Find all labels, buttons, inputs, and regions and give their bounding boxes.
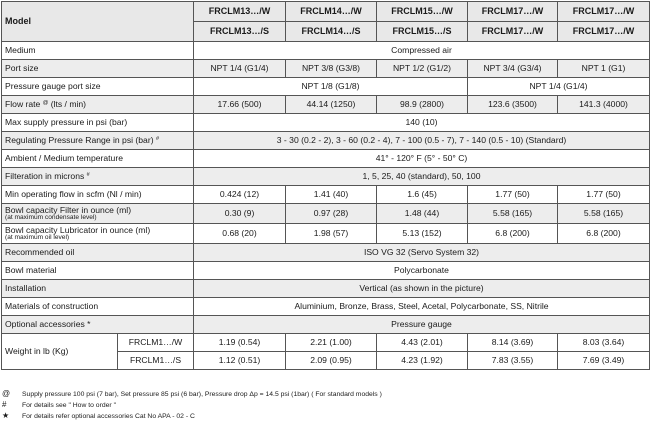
bowl-filter-sublabel: (at maximum condensate level) — [5, 213, 97, 221]
min-flow-label: Min operating flow in scfm (Nl / min) — [2, 186, 194, 204]
row-reg-range — [2, 132, 650, 150]
weight-w-3: 4.43 (2.01) — [377, 334, 468, 352]
row-oil — [2, 244, 650, 262]
bowl-lub-5: 6.8 (200) — [558, 224, 650, 244]
footnote-1 — [2, 390, 382, 399]
flow-rate-mark: @ — [42, 99, 49, 106]
flow-rate-2: 44.14 (1250) — [286, 96, 377, 114]
medium-label: Medium — [2, 42, 194, 60]
model-w-2: FRCLM14…/W — [286, 2, 377, 22]
model-w-5: FRCLM17…/W — [558, 2, 650, 22]
min-flow-4: 1.77 (50) — [468, 186, 558, 204]
filtration-mark: # — [86, 171, 90, 178]
weight-w-2: 2.21 (1.00) — [286, 334, 377, 352]
min-flow-2: 1.41 (40) — [286, 186, 377, 204]
max-supply-label: Max supply pressure in psi (bar) — [2, 114, 194, 132]
weight-s-5: 7.69 (3.49) — [558, 352, 650, 370]
bowl-filter-1: 0.30 (9) — [194, 204, 286, 224]
installation-value: Vertical (as shown in the picture) — [194, 280, 650, 298]
bowl-lub-label-cell — [2, 224, 194, 244]
row-min-flow — [2, 186, 650, 204]
model-w-4: FRCLM17…/W — [468, 2, 558, 22]
bowl-lub-1: 0.68 (20) — [194, 224, 286, 244]
bowl-material-value: Polycarbonate — [194, 262, 650, 280]
flow-rate-3: 98.9 (2800) — [377, 96, 468, 114]
row-materials — [2, 298, 650, 316]
oil-label: Recommended oil — [2, 244, 194, 262]
row-weight-w — [2, 334, 650, 352]
specification-table — [1, 1, 650, 370]
gauge-port-value-b: NPT 1/4 (G1/4) — [468, 78, 650, 96]
bowl-material-label: Bowl material — [2, 262, 194, 280]
row-bowl-lub — [2, 224, 650, 244]
min-flow-5: 1.77 (50) — [558, 186, 650, 204]
header-row-w — [2, 2, 650, 22]
footnote-1-text: Supply pressure 100 psi (7 bar), Set pressure 85 psi (6 bar), Pressure drop Δp = 14.5 psi (1bar) ( For standard models ) — [22, 391, 382, 398]
model-s-5: FRCLM17…/W — [558, 22, 650, 42]
bowl-lub-3: 5.13 (152) — [377, 224, 468, 244]
footnote-2 — [2, 401, 116, 410]
bowl-lub-label: Bowl capacity Lubricator in ounce (ml) — [5, 224, 151, 235]
bowl-filter-3: 1.48 (44) — [377, 204, 468, 224]
bowl-filter-label: Bowl capacity Filter in ounce (ml) — [5, 204, 132, 215]
ambient-label: Ambient / Medium temperature — [2, 150, 194, 168]
model-label: Model — [2, 2, 194, 42]
installation-label: Installation — [2, 280, 194, 298]
row-flow-rate — [2, 96, 650, 114]
weight-s-4: 7.83 (3.55) — [468, 352, 558, 370]
bowl-lub-4: 6.8 (200) — [468, 224, 558, 244]
gauge-port-value-a: NPT 1/8 (G1/8) — [194, 78, 468, 96]
row-installation — [2, 280, 650, 298]
row-medium — [2, 42, 650, 60]
model-s-2: FRCLM14…/S — [286, 22, 377, 42]
accessories-value: Pressure gauge — [194, 316, 650, 334]
filtration-value: 1, 5, 25, 40 (standard), 50, 100 — [194, 168, 650, 186]
weight-w-4: 8.14 (3.69) — [468, 334, 558, 352]
filtration-label-cell — [2, 168, 194, 186]
min-flow-1: 0.424 (12) — [194, 186, 286, 204]
weight-s-model: FRCLM1…/S — [118, 352, 194, 370]
flow-rate-4: 123.6 (3500) — [468, 96, 558, 114]
reg-range-label-cell — [2, 132, 194, 150]
materials-label: Materials of construction — [2, 298, 194, 316]
bowl-filter-label-cell — [2, 204, 194, 224]
model-w-1: FRCLM13…/W — [194, 2, 286, 22]
weight-w-model: FRCLM1…/W — [118, 334, 194, 352]
flow-rate-1: 17.66 (500) — [194, 96, 286, 114]
model-w-3: FRCLM15…/W — [377, 2, 468, 22]
row-gauge-port — [2, 78, 650, 96]
weight-w-5: 8.03 (3.64) — [558, 334, 650, 352]
model-s-1: FRCLM13…/S — [194, 22, 286, 42]
max-supply-value: 140 (10) — [194, 114, 650, 132]
row-bowl-filter — [2, 204, 650, 224]
ambient-value: 41° - 120° F (5° - 50° C) — [194, 150, 650, 168]
port-size-3: NPT 1/2 (G1/2) — [377, 60, 468, 78]
port-size-1: NPT 1/4 (G1/4) — [194, 60, 286, 78]
port-size-5: NPT 1 (G1) — [558, 60, 650, 78]
row-max-supply — [2, 114, 650, 132]
model-s-4: FRCLM17…/W — [468, 22, 558, 42]
flow-rate-unit: (lts / min) — [50, 98, 87, 109]
footnote-3-symbol: ★ — [2, 411, 10, 420]
reg-range-label: Regulating Pressure Range in psi (bar) — [5, 134, 154, 145]
row-accessories — [2, 316, 650, 334]
flow-rate-label-cell — [2, 96, 194, 114]
reg-range-mark: # — [155, 135, 160, 142]
bowl-lub-sublabel: (at maximum oil level) — [5, 233, 70, 241]
row-port-size — [2, 60, 650, 78]
weight-s-2: 2.09 (0.95) — [286, 352, 377, 370]
reg-range-value: 3 - 30 (0.2 - 2), 3 - 60 (0.2 - 4), 7 - 100 (0.5 - 7), 7 - 140 (0.5 - 10) (Standard) — [194, 132, 650, 150]
footnote-3 — [2, 412, 195, 421]
footnote-1-symbol: @ — [2, 389, 11, 398]
bowl-filter-5: 5.58 (165) — [558, 204, 650, 224]
bowl-lub-2: 1.98 (57) — [286, 224, 377, 244]
oil-value: ISO VG 32 (Servo System 32) — [194, 244, 650, 262]
filtration-label: Filteration in microns — [5, 170, 85, 181]
weight-s-1: 1.12 (0.51) — [194, 352, 286, 370]
port-size-4: NPT 3/4 (G3/4) — [468, 60, 558, 78]
port-size-2: NPT 3/8 (G3/8) — [286, 60, 377, 78]
materials-value: Aluminium, Bronze, Brass, Steel, Acetal, Polycarbonate, SS, Nitrile — [194, 298, 650, 316]
footnote-2-text: For details see " How to order " — [22, 402, 116, 409]
row-ambient — [2, 150, 650, 168]
min-flow-3: 1.6 (45) — [377, 186, 468, 204]
bowl-filter-2: 0.97 (28) — [286, 204, 377, 224]
footnote-2-symbol: # — [2, 400, 7, 409]
weight-w-1: 1.19 (0.54) — [194, 334, 286, 352]
row-bowl-material — [2, 262, 650, 280]
model-s-3: FRCLM15…/S — [377, 22, 468, 42]
bowl-filter-4: 5.58 (165) — [468, 204, 558, 224]
accessories-label: Optional accessories * — [2, 316, 194, 334]
row-filtration — [2, 168, 650, 186]
flow-rate-5: 141.3 (4000) — [558, 96, 650, 114]
flow-rate-label: Flow rate — [5, 98, 41, 109]
weight-label: Weight in lb (Kg) — [2, 334, 118, 370]
port-size-label: Port size — [2, 60, 194, 78]
footnote-3-text: For details refer optional accessories Cat No APA - 02 - C — [22, 413, 195, 420]
gauge-port-label: Pressure gauge port size — [2, 78, 194, 96]
weight-s-3: 4.23 (1.92) — [377, 352, 468, 370]
medium-value: Compressed air — [194, 42, 650, 60]
